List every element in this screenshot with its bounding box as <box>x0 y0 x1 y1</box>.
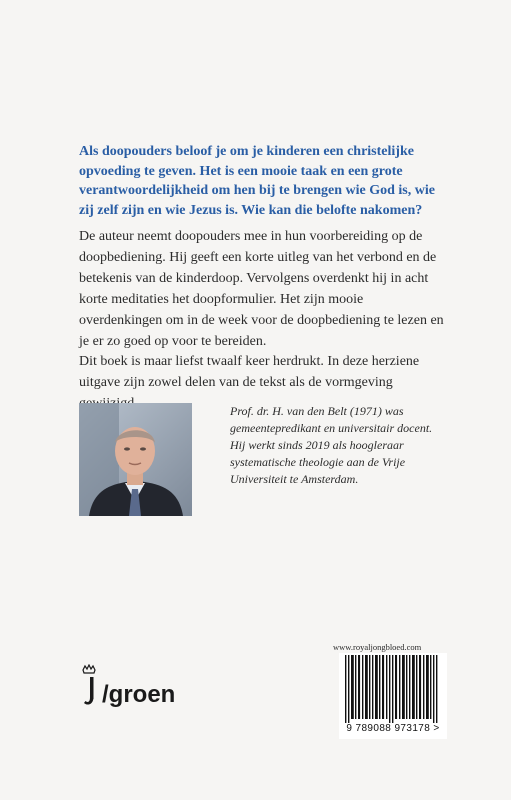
reprint-paragraph: Dit boek is maar liefst twaalf keer herdrukt. In deze herziene uitgave zijn zowel delen van de tekst als de vormgeving <box>79 354 420 390</box>
author-bio: Prof. dr. H. van den Belt (1971) was gemeentepredikant en universitair docent. Hij werkt sinds 2019 als hoogleraar systematische theologie aan de Vrije Universiteit te Amsterdam. <box>230 404 433 486</box>
isbn-number: 9 789088 973178 > <box>339 723 447 734</box>
intro-paragraph: Als doopouders beloof je om je kinderen een christelijke opvoeding te geven. Het is een mooie taak en een grote verantwoordelijkheid om hen bij te brengen wie God is, wie zij zelf zijn en wie Jezus is. Wie kan die belofte nakomen? <box>79 144 435 218</box>
website-url: www.royaljongbloed.com <box>333 642 422 652</box>
author-photo <box>79 403 192 516</box>
crown-j-icon <box>79 664 99 708</box>
publisher-logo <box>79 660 175 708</box>
publisher-name: /groen <box>102 681 176 708</box>
description-paragraph: De auteur neemt doopouders mee in hun voorbereiding op de doopbediening. Hij geeft een korte uitleg van het verbond en de betekenis van de kinderdoop. Vervolgens overdenkt hij in acht korte meditaties het doopformulier. Het zijn mooie overdenkingen om in de week voor de doopbediening te lezen en je er zo goed op voor te bereiden. <box>79 229 444 349</box>
